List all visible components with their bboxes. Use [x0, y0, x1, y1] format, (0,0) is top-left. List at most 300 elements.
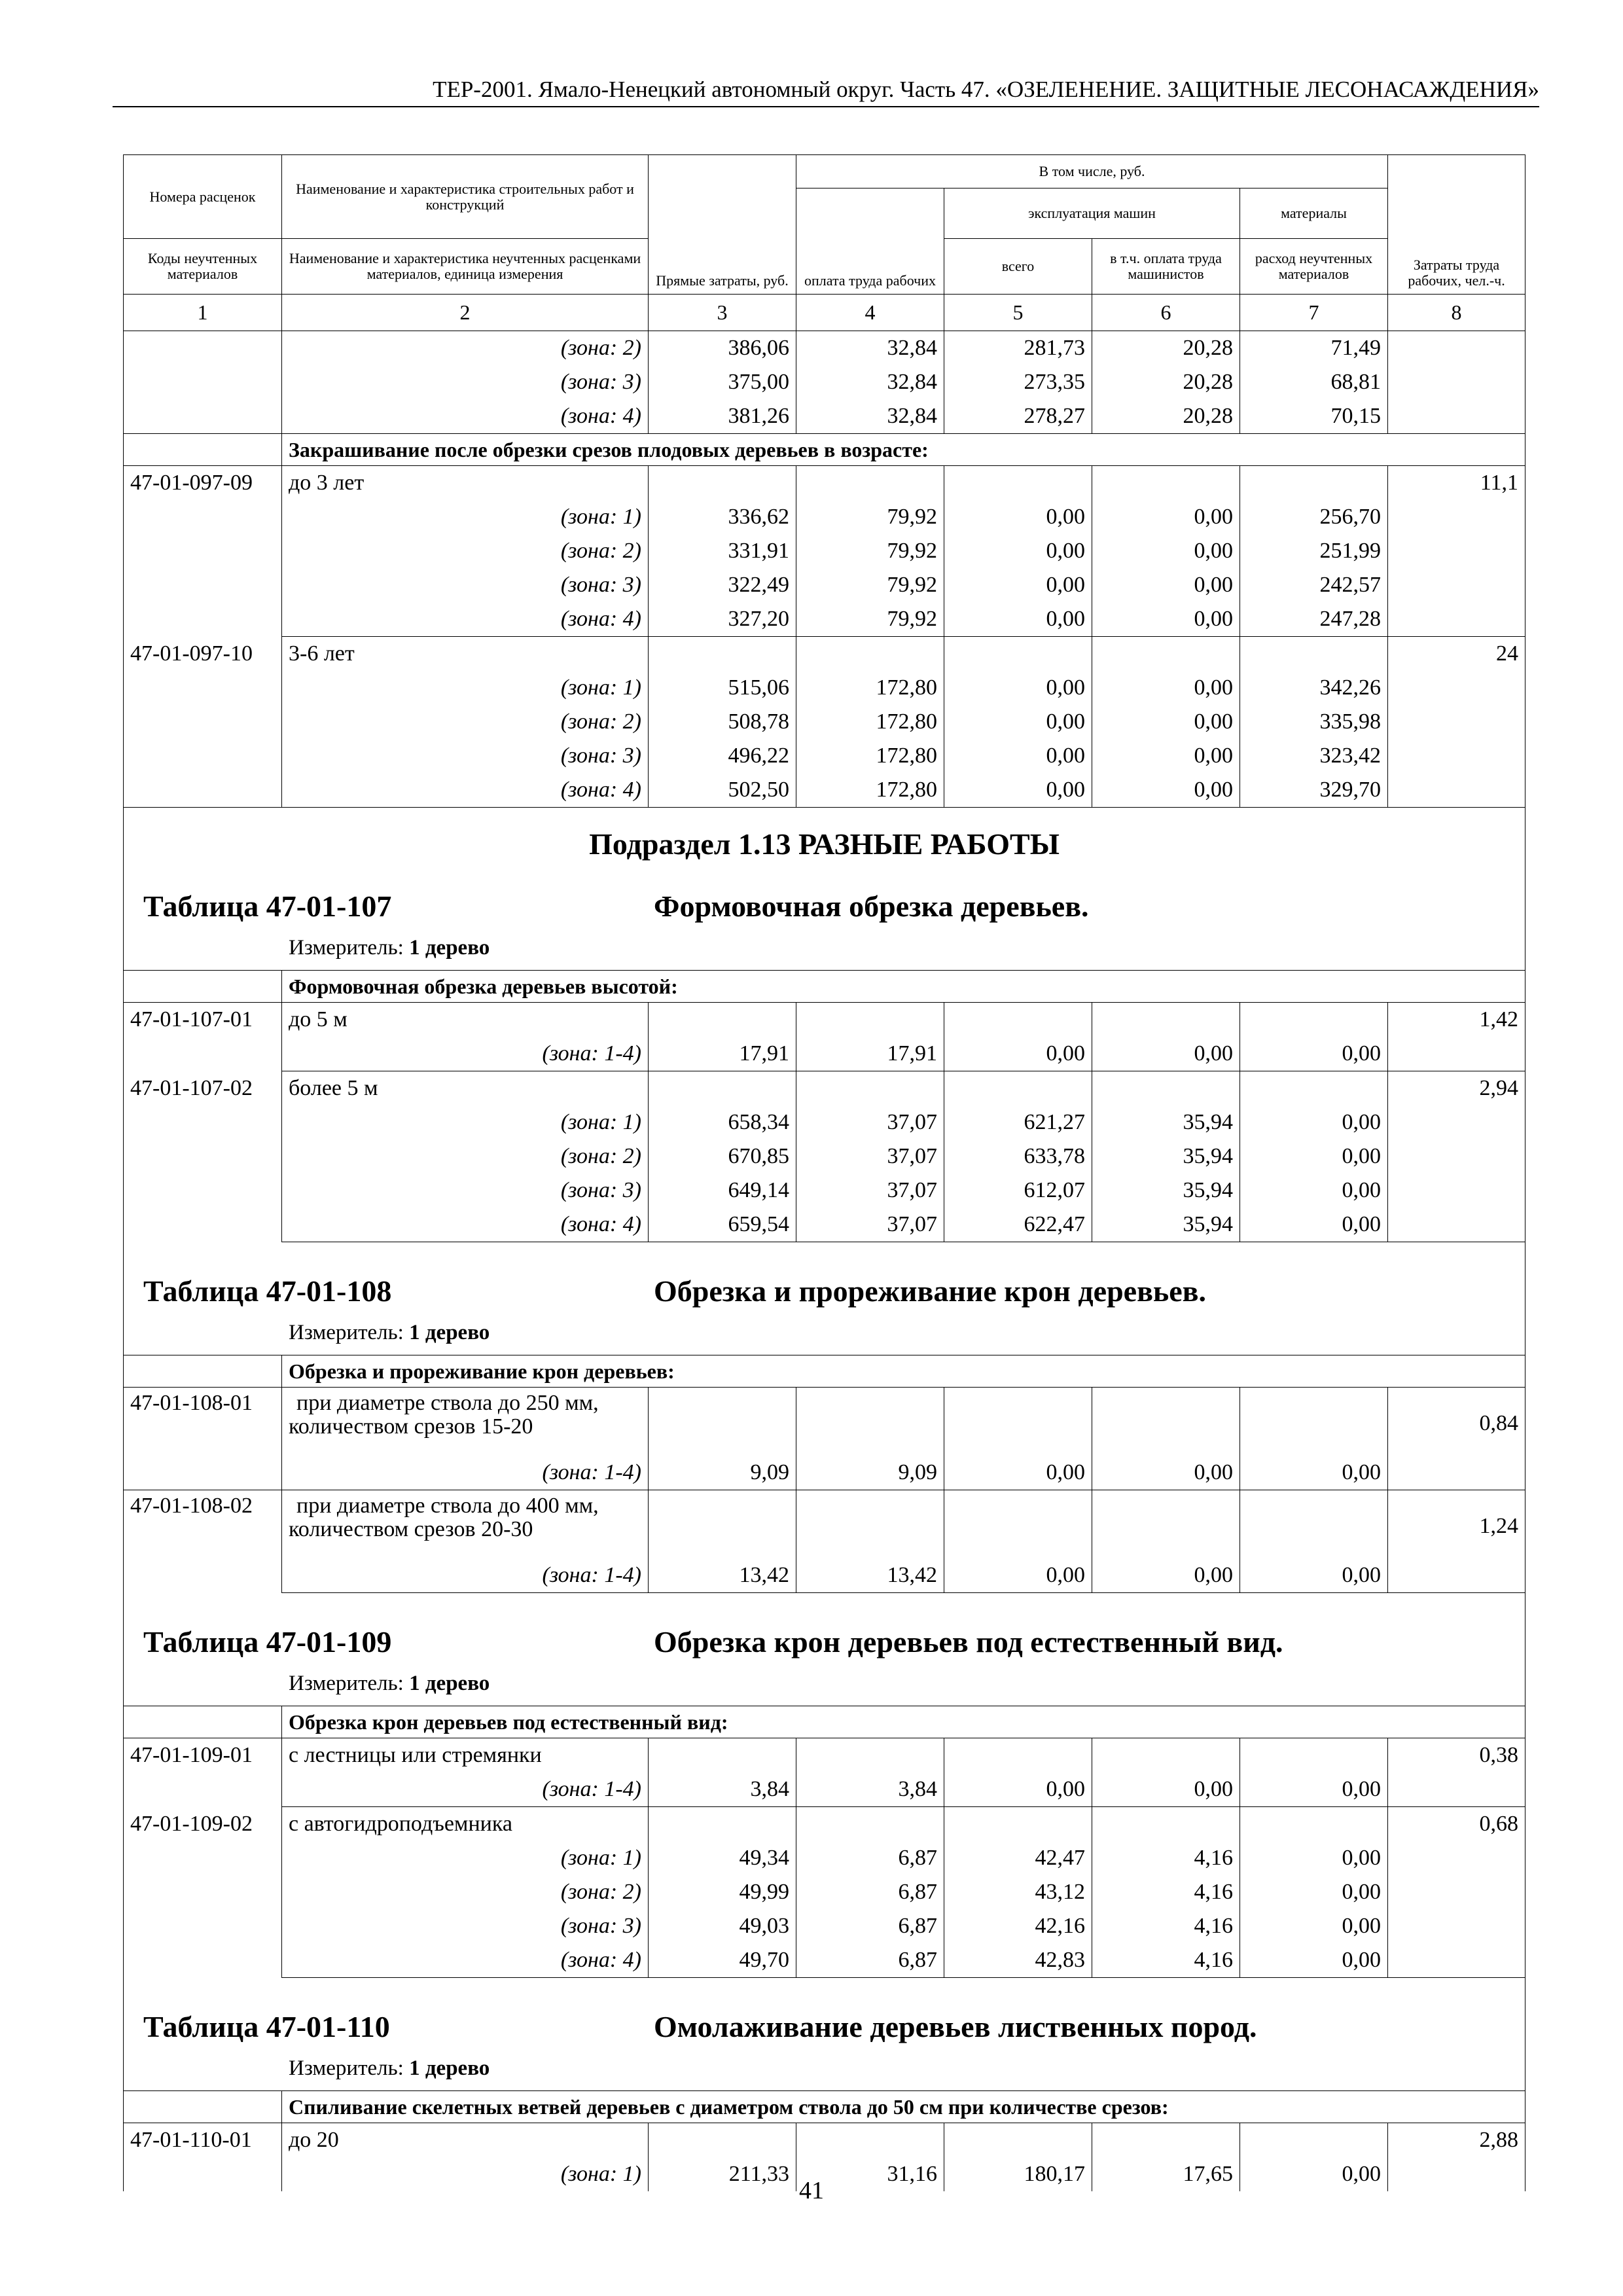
empty-cell — [796, 1738, 944, 1773]
zone-row — [124, 331, 1525, 366]
machine-total: 0,00 — [944, 671, 1092, 705]
empty-cell — [649, 1807, 796, 1842]
rate-code-empty — [124, 773, 282, 808]
machinist-pay: 0,00 — [1092, 1772, 1240, 1807]
direct-cost: 211,33 — [649, 2157, 796, 2191]
table-number: Таблица 47-01-110 — [143, 2010, 390, 2043]
machinist-pay: 4,16 — [1092, 1943, 1240, 1978]
rate-name: до 20 — [282, 2123, 649, 2158]
col2-top-header: Наименование и характеристика строительных работ и конструкций — [282, 155, 649, 239]
zone-row — [124, 1909, 1525, 1943]
unit-value: 1 дерево — [409, 1672, 490, 1695]
direct-cost: 49,03 — [649, 1909, 796, 1943]
rate-code-empty — [124, 500, 282, 534]
unit-value: 1 дерево — [409, 1321, 490, 1344]
materials: 323,42 — [1240, 739, 1388, 773]
rate-code: 47-01-107-02 — [124, 1071, 282, 1106]
rate-row — [124, 637, 1525, 672]
machinist-pay: 35,94 — [1092, 1105, 1240, 1139]
rate-code-empty — [124, 365, 282, 399]
unit-label: Измеритель: — [289, 1321, 410, 1344]
worker-pay: 37,07 — [796, 1174, 944, 1208]
zone-row — [124, 1841, 1525, 1875]
materials: 0,00 — [1240, 1208, 1388, 1242]
table-title-wrap — [124, 1265, 1525, 1355]
zone-label: (зона: 3) — [282, 1909, 649, 1943]
col8-header: Затраты труда рабочих, чел.-ч. — [1388, 155, 1525, 295]
zone-label: (зона: 3) — [282, 568, 649, 602]
zone-label: (зона: 1-4) — [282, 1456, 649, 1490]
machine-total: 0,00 — [944, 739, 1092, 773]
labor-empty — [1388, 500, 1525, 534]
rate-name — [282, 1388, 649, 1456]
direct-cost: 658,34 — [649, 1105, 796, 1139]
zone-label: (зона: 1-4) — [282, 1772, 649, 1807]
materials: 256,70 — [1240, 500, 1388, 534]
empty-cell — [649, 637, 796, 672]
zone-row — [124, 534, 1525, 568]
rate-row — [124, 1807, 1525, 1842]
rate-name-line: количеством срезов 20-30 — [289, 1517, 533, 1541]
worker-pay: 6,87 — [796, 1841, 944, 1875]
machine-total: 0,00 — [944, 1772, 1092, 1807]
materials: 247,28 — [1240, 602, 1388, 637]
zone-label: (зона: 2) — [282, 1139, 649, 1174]
labor-cost: 0,68 — [1388, 1807, 1525, 1842]
table-name: Обрезка крон деревьев под естественный вид. — [654, 1625, 1283, 1659]
direct-cost: 49,70 — [649, 1943, 796, 1978]
zone-row — [124, 1037, 1525, 1071]
empty-cell — [944, 637, 1092, 672]
rate-row — [124, 1003, 1525, 1037]
machine-total: 278,27 — [944, 399, 1092, 434]
labor-empty — [1388, 602, 1525, 637]
machinist-pay: 0,00 — [1092, 602, 1240, 637]
empty-cell — [1240, 1490, 1388, 1559]
materials: 0,00 — [1240, 1841, 1388, 1875]
empty-cell — [944, 1738, 1092, 1773]
col5-header: всего — [944, 239, 1092, 295]
table-gap — [124, 1593, 1525, 1616]
incl-header: В том числе, руб. — [796, 155, 1388, 188]
machinist-pay: 17,65 — [1092, 2157, 1240, 2191]
zone-label: (зона: 4) — [282, 602, 649, 637]
rate-code-empty — [124, 739, 282, 773]
zone-label: (зона: 1) — [282, 1841, 649, 1875]
empty-cell — [649, 466, 796, 501]
machine-total: 0,00 — [944, 1558, 1092, 1593]
zone-label: (зона: 4) — [282, 1208, 649, 1242]
table-title-wrap — [124, 880, 1525, 970]
worker-pay: 172,80 — [796, 705, 944, 739]
col1-bottom-header: Коды неучтенных материалов — [124, 239, 282, 295]
direct-cost: 659,54 — [649, 1208, 796, 1242]
rate-code-empty — [124, 1841, 282, 1875]
empty-cell — [796, 2123, 944, 2158]
rate-code: 47-01-109-01 — [124, 1738, 282, 1773]
rate-code-empty — [124, 1139, 282, 1174]
rate-name: до 3 лет — [282, 466, 649, 501]
rate-row — [124, 466, 1525, 501]
empty-cell — [796, 1490, 944, 1559]
rate-code-empty — [124, 1037, 282, 1071]
labor-empty — [1388, 399, 1525, 434]
machine-total: 621,27 — [944, 1105, 1092, 1139]
zone-label: (зона: 2) — [282, 534, 649, 568]
empty-cell — [1240, 637, 1388, 672]
labor-empty — [1388, 1943, 1525, 1978]
machinist-pay: 0,00 — [1092, 1456, 1240, 1490]
table-unit — [289, 1672, 490, 1696]
table-title-block — [124, 2000, 1525, 2091]
materials: 0,00 — [1240, 1943, 1388, 1978]
labor-empty — [1388, 1139, 1525, 1174]
labor-empty — [1388, 1105, 1525, 1139]
rate-row — [124, 2123, 1525, 2158]
col4-header: оплата труда рабочих — [796, 188, 944, 295]
materials: 342,26 — [1240, 671, 1388, 705]
gap-cell — [124, 1242, 1525, 1265]
zone-row — [124, 773, 1525, 808]
col-num: 4 — [796, 295, 944, 331]
worker-pay: 79,92 — [796, 568, 944, 602]
zone-label: (зона: 2) — [282, 705, 649, 739]
labor-cost: 1,42 — [1388, 1003, 1525, 1037]
materials: 242,57 — [1240, 568, 1388, 602]
rate-name — [282, 1490, 649, 1559]
col-num: 1 — [124, 295, 282, 331]
rate-name-line: при диаметре ствола до 400 мм, — [296, 1494, 599, 1518]
labor-empty — [1388, 773, 1525, 808]
labor-empty — [1388, 1875, 1525, 1909]
materials: 0,00 — [1240, 1105, 1388, 1139]
group-spacer — [124, 434, 282, 466]
col-num: 8 — [1388, 295, 1525, 331]
empty-cell — [1092, 637, 1240, 672]
zone-label: (зона: 3) — [282, 739, 649, 773]
group-title: Формовочная обрезка деревьев высотой: — [282, 971, 1525, 1003]
direct-cost: 49,99 — [649, 1875, 796, 1909]
group-heading — [124, 1355, 1525, 1388]
worker-pay: 6,87 — [796, 1875, 944, 1909]
worker-pay: 32,84 — [796, 331, 944, 366]
rate-code-empty — [124, 534, 282, 568]
labor-cost: 11,1 — [1388, 466, 1525, 501]
zone-label: (зона: 3) — [282, 365, 649, 399]
col-num: 6 — [1092, 295, 1240, 331]
worker-pay: 79,92 — [796, 534, 944, 568]
table-gap — [124, 1978, 1525, 2001]
group-title: Спиливание скелетных ветвей деревьев с диаметром ствола до 50 см при количестве срезов: — [282, 2091, 1525, 2123]
direct-cost: 17,91 — [649, 1037, 796, 1071]
empty-cell — [1092, 1738, 1240, 1773]
empty-cell — [649, 1003, 796, 1037]
labor-empty — [1388, 1208, 1525, 1242]
rate-name: с лестницы или стремянки — [282, 1738, 649, 1773]
worker-pay: 6,87 — [796, 1909, 944, 1943]
group-spacer — [124, 971, 282, 1003]
machine-total: 0,00 — [944, 534, 1092, 568]
table-name: Омолаживание деревьев лиственных пород. — [654, 2010, 1257, 2043]
worker-pay: 17,91 — [796, 1037, 944, 1071]
empty-cell — [796, 637, 944, 672]
empty-cell — [796, 1071, 944, 1106]
rate-code-empty — [124, 1174, 282, 1208]
direct-cost: 508,78 — [649, 705, 796, 739]
rate-name: 3-6 лет — [282, 637, 649, 672]
machine-total: 622,47 — [944, 1208, 1092, 1242]
col7-header: расход неучтенных материалов — [1240, 239, 1388, 295]
table-title-block — [124, 1615, 1525, 1706]
worker-pay: 37,07 — [796, 1208, 944, 1242]
zone-row — [124, 1558, 1525, 1593]
zone-row — [124, 1456, 1525, 1490]
empty-cell — [944, 1807, 1092, 1842]
col-num: 3 — [649, 295, 796, 331]
rate-code: 47-01-097-09 — [124, 466, 282, 501]
table-name: Формовочная обрезка деревьев. — [654, 889, 1089, 923]
unit-value: 1 дерево — [409, 2056, 490, 2080]
machine-total: 0,00 — [944, 773, 1092, 808]
table-unit — [289, 1321, 490, 1345]
empty-cell — [1092, 1807, 1240, 1842]
empty-cell — [649, 1738, 796, 1773]
materials: 0,00 — [1240, 1037, 1388, 1071]
zone-label: (зона: 1) — [282, 500, 649, 534]
zone-label: (зона: 1) — [282, 1105, 649, 1139]
page-number: 41 — [799, 2177, 824, 2204]
machine-total: 42,83 — [944, 1943, 1092, 1978]
rate-code-empty — [124, 1456, 282, 1490]
rate-row — [124, 1490, 1525, 1559]
table-number: Таблица 47-01-107 — [143, 889, 392, 923]
labor-empty — [1388, 1456, 1525, 1490]
materials: 0,00 — [1240, 2157, 1388, 2191]
table-title-wrap — [124, 2000, 1525, 2090]
group-title: Закрашивание после обрезки срезов плодовых деревьев в возрасте: — [282, 434, 1525, 466]
col-num: 5 — [944, 295, 1092, 331]
zone-row — [124, 1943, 1525, 1978]
table-unit — [289, 936, 490, 960]
labor-empty — [1388, 534, 1525, 568]
group-heading — [124, 2091, 1525, 2123]
empty-cell — [1240, 2123, 1388, 2158]
machine-total: 281,73 — [944, 331, 1092, 366]
empty-cell — [1092, 1490, 1240, 1559]
empty-cell — [649, 1490, 796, 1559]
labor-empty — [1388, 1174, 1525, 1208]
direct-cost: 3,84 — [649, 1772, 796, 1807]
rate-code-empty — [124, 568, 282, 602]
labor-cost: 24 — [1388, 637, 1525, 672]
zone-row — [124, 568, 1525, 602]
empty-cell — [944, 2123, 1092, 2158]
materials: 0,00 — [1240, 1456, 1388, 1490]
section-heading — [124, 808, 1525, 880]
machinist-pay: 0,00 — [1092, 534, 1240, 568]
direct-cost: 49,34 — [649, 1841, 796, 1875]
direct-cost: 502,50 — [649, 773, 796, 808]
labor-empty — [1388, 1037, 1525, 1071]
worker-pay: 37,07 — [796, 1139, 944, 1174]
rate-code: 47-01-108-01 — [124, 1388, 282, 1456]
zone-label: (зона: 4) — [282, 399, 649, 434]
empty-cell — [944, 1071, 1092, 1106]
machinist-pay: 0,00 — [1092, 671, 1240, 705]
machinist-pay: 0,00 — [1092, 773, 1240, 808]
table-title-wrap — [124, 1615, 1525, 1706]
worker-pay: 9,09 — [796, 1456, 944, 1490]
col6-header: в т.ч. оплата труда машинистов — [1092, 239, 1240, 295]
rate-code-empty — [124, 399, 282, 434]
empty-cell — [1092, 1071, 1240, 1106]
zone-label: (зона: 3) — [282, 1174, 649, 1208]
machine-total: 43,12 — [944, 1875, 1092, 1909]
empty-cell — [796, 466, 944, 501]
empty-cell — [796, 1003, 944, 1037]
zone-row — [124, 1772, 1525, 1807]
table-title-row — [124, 1615, 1525, 1706]
rate-code: 47-01-107-01 — [124, 1003, 282, 1037]
col3-header: Прямые затраты, руб. — [649, 155, 796, 295]
rate-code-empty — [124, 1909, 282, 1943]
machine-total: 0,00 — [944, 1456, 1092, 1490]
rate-code: 47-01-097-10 — [124, 637, 282, 672]
labor-empty — [1388, 365, 1525, 399]
machinist-pay: 20,28 — [1092, 399, 1240, 434]
table-name: Обрезка и прореживание крон деревьев. — [654, 1274, 1206, 1308]
direct-cost: 649,14 — [649, 1174, 796, 1208]
direct-cost: 496,22 — [649, 739, 796, 773]
zone-row — [124, 1875, 1525, 1909]
group-title: Обрезка и прореживание крон деревьев: — [282, 1355, 1525, 1388]
labor-cost: 2,94 — [1388, 1071, 1525, 1106]
table-title-row — [124, 1265, 1525, 1355]
col-num: 7 — [1240, 295, 1388, 331]
direct-cost: 670,85 — [649, 1139, 796, 1174]
zone-label: (зона: 1) — [282, 671, 649, 705]
machinist-pay: 0,00 — [1092, 568, 1240, 602]
rate-code-empty — [124, 1558, 282, 1593]
mat-header: материалы — [1240, 188, 1388, 239]
empty-cell — [1092, 466, 1240, 501]
labor-empty — [1388, 671, 1525, 705]
zone-label: (зона: 4) — [282, 1943, 649, 1978]
column-numbers-row — [124, 295, 1525, 331]
group-heading — [124, 971, 1525, 1003]
labor-empty — [1388, 1772, 1525, 1807]
direct-cost: 13,42 — [649, 1558, 796, 1593]
zone-row — [124, 399, 1525, 434]
table-unit — [289, 2056, 490, 2081]
materials: 251,99 — [1240, 534, 1388, 568]
labor-cost: 2,88 — [1388, 2123, 1525, 2158]
empty-cell — [1240, 1807, 1388, 1842]
worker-pay: 32,84 — [796, 365, 944, 399]
machine-total: 273,35 — [944, 365, 1092, 399]
worker-pay: 32,84 — [796, 399, 944, 434]
machinist-pay: 20,28 — [1092, 365, 1240, 399]
table-title-row — [124, 880, 1525, 971]
direct-cost: 336,62 — [649, 500, 796, 534]
header-row-1 — [124, 155, 1525, 188]
zone-label: (зона: 1-4) — [282, 1037, 649, 1071]
machinist-pay: 4,16 — [1092, 1841, 1240, 1875]
group-title: Обрезка крон деревьев под естественный вид: — [282, 1706, 1525, 1738]
empty-cell — [796, 1807, 944, 1842]
empty-cell — [1240, 1388, 1388, 1456]
machinist-pay: 20,28 — [1092, 331, 1240, 366]
empty-cell — [1240, 1071, 1388, 1106]
table-title-block — [124, 880, 1525, 971]
rate-code-empty — [124, 331, 282, 366]
rate-code-empty — [124, 602, 282, 637]
rate-code-empty — [124, 1208, 282, 1242]
machine-total: 633,78 — [944, 1139, 1092, 1174]
rate-code-empty — [124, 705, 282, 739]
table-number: Таблица 47-01-109 — [143, 1625, 392, 1659]
zone-label: (зона: 2) — [282, 1875, 649, 1909]
group-heading — [124, 1706, 1525, 1738]
worker-pay: 79,92 — [796, 602, 944, 637]
labor-empty — [1388, 1558, 1525, 1593]
empty-cell — [796, 1388, 944, 1456]
rate-name: до 5 м — [282, 1003, 649, 1037]
empty-cell — [1092, 2123, 1240, 2158]
rate-name-line: при диаметре ствола до 250 мм, — [296, 1391, 599, 1415]
zone-row — [124, 500, 1525, 534]
direct-cost: 515,06 — [649, 671, 796, 705]
worker-pay: 37,07 — [796, 1105, 944, 1139]
direct-cost: 322,49 — [649, 568, 796, 602]
zone-row — [124, 1174, 1525, 1208]
rate-row — [124, 1738, 1525, 1773]
worker-pay: 31,16 — [796, 2157, 944, 2191]
zone-row — [124, 1139, 1525, 1174]
zone-row — [124, 1208, 1525, 1242]
empty-cell — [944, 1003, 1092, 1037]
machine-total: 0,00 — [944, 705, 1092, 739]
empty-cell — [1240, 1738, 1388, 1773]
materials: 0,00 — [1240, 1909, 1388, 1943]
materials: 335,98 — [1240, 705, 1388, 739]
rate-row — [124, 1388, 1525, 1456]
machinist-pay: 0,00 — [1092, 1037, 1240, 1071]
direct-cost: 386,06 — [649, 331, 796, 366]
gap-cell — [124, 1593, 1525, 1616]
labor-empty — [1388, 1841, 1525, 1875]
worker-pay: 172,80 — [796, 671, 944, 705]
machine-total: 0,00 — [944, 500, 1092, 534]
machinist-pay: 4,16 — [1092, 1909, 1240, 1943]
worker-pay: 6,87 — [796, 1943, 944, 1978]
direct-cost: 331,91 — [649, 534, 796, 568]
zone-row — [124, 1105, 1525, 1139]
unit-label: Измеритель: — [289, 936, 410, 960]
machine-total: 0,00 — [944, 1037, 1092, 1071]
machine-total: 612,07 — [944, 1174, 1092, 1208]
table-title-block — [124, 1265, 1525, 1355]
rate-code: 47-01-110-01 — [124, 2123, 282, 2158]
worker-pay: 172,80 — [796, 739, 944, 773]
zone-label: (зона: 1-4) — [282, 1558, 649, 1593]
materials: 0,00 — [1240, 1875, 1388, 1909]
materials: 71,49 — [1240, 331, 1388, 366]
rate-code: 47-01-109-02 — [124, 1807, 282, 1842]
table-gap — [124, 1242, 1525, 1265]
zone-row — [124, 671, 1525, 705]
zone-row — [124, 602, 1525, 637]
